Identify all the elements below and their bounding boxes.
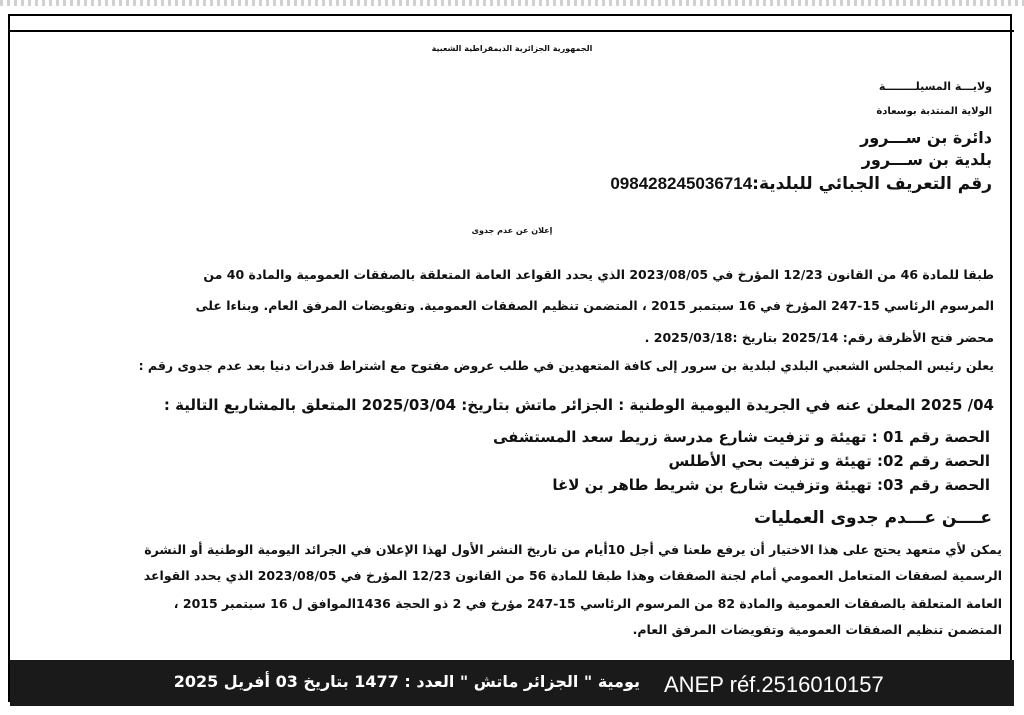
tax-id-value: 098428245036714 bbox=[610, 174, 753, 193]
lot-item: الحصة رقم 02: تهيئة و تزفيت بحي الأطلس bbox=[668, 452, 990, 470]
newspaper-info: يومية " الجزائر ماتش " العدد : 1477 بتاريخ 03 أفريل 2025 bbox=[173, 672, 640, 691]
baladia-label: بلدية بن ســـرور bbox=[861, 150, 992, 169]
closing-line: الرسمية لصفقات المتعامل العمومي أمام لجنة الصفقات وهذا طبقا للمادة 56 من القانون 12/23 المؤرخ في 2023/08/05 الذي يحدد القواعد bbox=[143, 568, 1002, 583]
anep-reference: ANEP réf.2516010157 bbox=[664, 672, 884, 697]
closing-line: يمكن لأي متعهد يحتج على هذا الاختيار أن يرفع طعنا في أجل 10أيام من تاريخ النشر الأول لهذا الإعلان في الجرائد اليومية الوطنية أو النشرة bbox=[144, 542, 1002, 557]
notice-title: إعلان عن عدم جدوى bbox=[471, 226, 553, 235]
wilaya-label: ولايـــة المسيلــــــــة bbox=[878, 80, 992, 93]
wilaya-delegate-label: الولاية المنتدبة بوسعادة bbox=[876, 106, 992, 117]
scan-artifact bbox=[0, 0, 1024, 6]
tax-id-line bbox=[610, 174, 992, 194]
body-line: محضر فتح الأظرفة رقم: 2025/14 بتاريخ :2025/03/18 . bbox=[644, 330, 994, 345]
closing-line: العامة المتعلقة بالصفقات العمومية والمادة 82 من المرسوم الرئاسي 15-247 مؤرخ في 2 ذو الحجة 1436الموافق ل 16 سبتمبر 2015 ، bbox=[173, 596, 1002, 611]
daira-label: دائرة بن ســـرور bbox=[860, 128, 992, 147]
nation-header: الجمهورية الجزائرية الديمقراطية الشعبية bbox=[431, 44, 593, 53]
body-line: 04/ 2025 المعلن عنه في الجريدة اليومية الوطنية : الجزائر ماتش بتاريخ: 2025/03/04 المتعلق بالمشاريع التالية : bbox=[163, 396, 994, 414]
body-line: المرسوم الرئاسي 15-247 المؤرخ في 16 سبتمبر 2015 ، المتضمن تنظيم الصفقات العمومية. وتفويضات المرفق العام. وبناءا على bbox=[195, 298, 994, 313]
lot-item: الحصة رقم 01 : تهيئة و تزفيت شارع مدرسة زريط سعد المستشفى bbox=[492, 428, 990, 446]
header-rule bbox=[10, 30, 1014, 32]
tax-id-label: رقم التعريف الجبائي للبلدية: bbox=[752, 174, 992, 194]
subtitle: عــــن عـــدم جدوى العمليات bbox=[754, 508, 992, 528]
lot-item: الحصة رقم 03: تهيئة وتزفيت شارع بن شريط طاهر بن لاغا bbox=[552, 476, 990, 494]
body-line: طبقا للمادة 46 من القانون 12/23 المؤرخ في 2023/08/05 الذي يحدد القواعد العامة المتعلقة بالصفقات العمومية والمادة 40 من bbox=[203, 267, 994, 282]
body-line: يعلن رئيس المجلس الشعبي البلدي لبلدية بن سرور إلى كافة المتعهدين في طلب عروض مفتوح مع اشتراط قدرات دنيا بعد عدم جدوى رقم : bbox=[138, 358, 994, 373]
closing-line: المتضمن تنظيم الصفقات العمومية وتفويضات المرفق العام. bbox=[632, 622, 1002, 637]
